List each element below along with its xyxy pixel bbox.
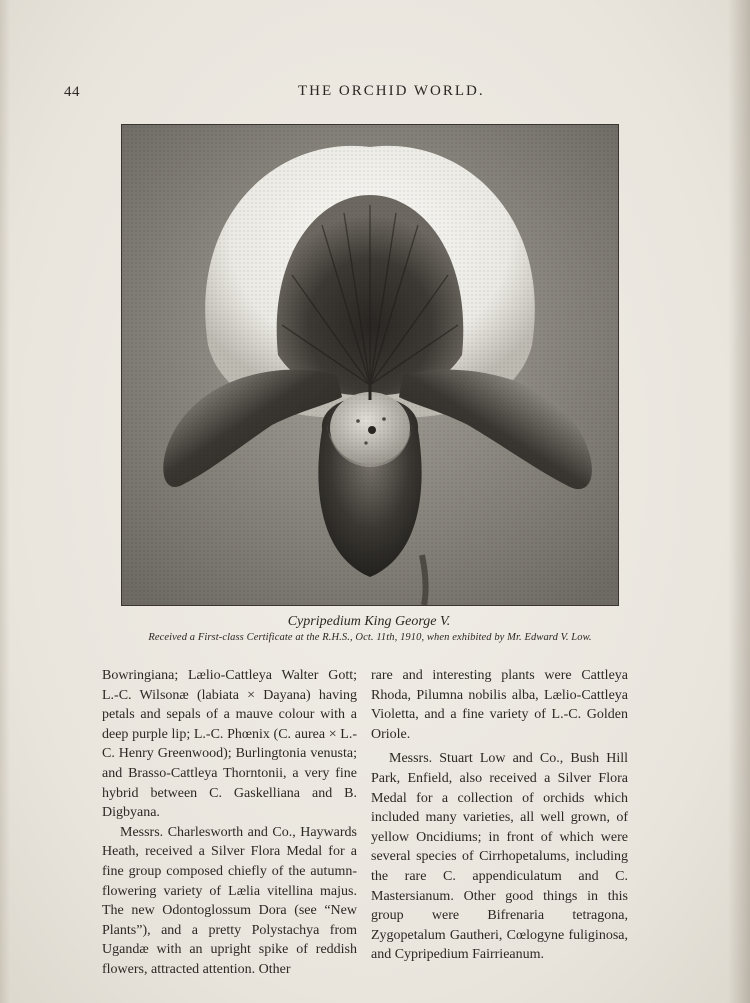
paragraph: Messrs. Charlesworth and Co., Haywards Heath, received a Silver Flora Medal for a fine group composed chiefly of the autumn-flowering variety of Lælia vitellina majus. The new Odontoglossum Dora (see “New Plants”), and a pretty Polystachya from Ugandæ with an upright spike of reddish flowers, attracted attention. Other [102,824,357,977]
running-head: THE ORCHID WORLD. [298,83,485,99]
right-column [371,666,628,965]
paragraph: Bowringiana; Lælio-Cattleya Walter Gott; L.-C. Wilsonæ (labiata × Dayana) having petals and sepals of a mauve colour with a deep purple lip; L.-C. Phœnix (C. aurea × L.-C. Henry Greenwood); Burlingtonia venusta; and Brasso-Cattleya Thorntonii, a very fine hybrid between C. Gaskelliana and B. Digbyana. [102,668,357,821]
paragraph: Messrs. Stuart Low and Co., Bush Hill Park, Enfield, also received a Silver Flora Medal for a collection of orchids which included many varieties, all well grown, of yellow Oncidiums; in front of which were several species of Cirrhopetalums, including the rare C. appendiculatum and C. Mastersianum. Other good things in this group were Bifrenaria tetragona, Zygopetalum Gautheri, Cœlogyne fuliginosa, and Cypripedium Fairrieanum. [371,751,628,963]
orchid-photograph-image [122,125,618,605]
paragraph: rare and interesting plants were Cattleya Rhoda, Pilumna nobilis alba, Lælio-Cattleya Violetta, and a fine variety of L.-C. Golden Oriole. [371,668,628,742]
figure-subcaption: Received a First-class Certificate at the R.H.S., Oct. 11th, 1910, when exhibited by Mr. Edward V. Low. [148,632,592,643]
orchid-photograph [121,124,619,606]
page-edge-shadow [728,0,750,1003]
figure-caption: Cypripedium King George V. [287,614,451,629]
page-number: 44 [64,84,80,100]
gutter-shadow [0,0,10,1003]
left-column [102,666,357,980]
